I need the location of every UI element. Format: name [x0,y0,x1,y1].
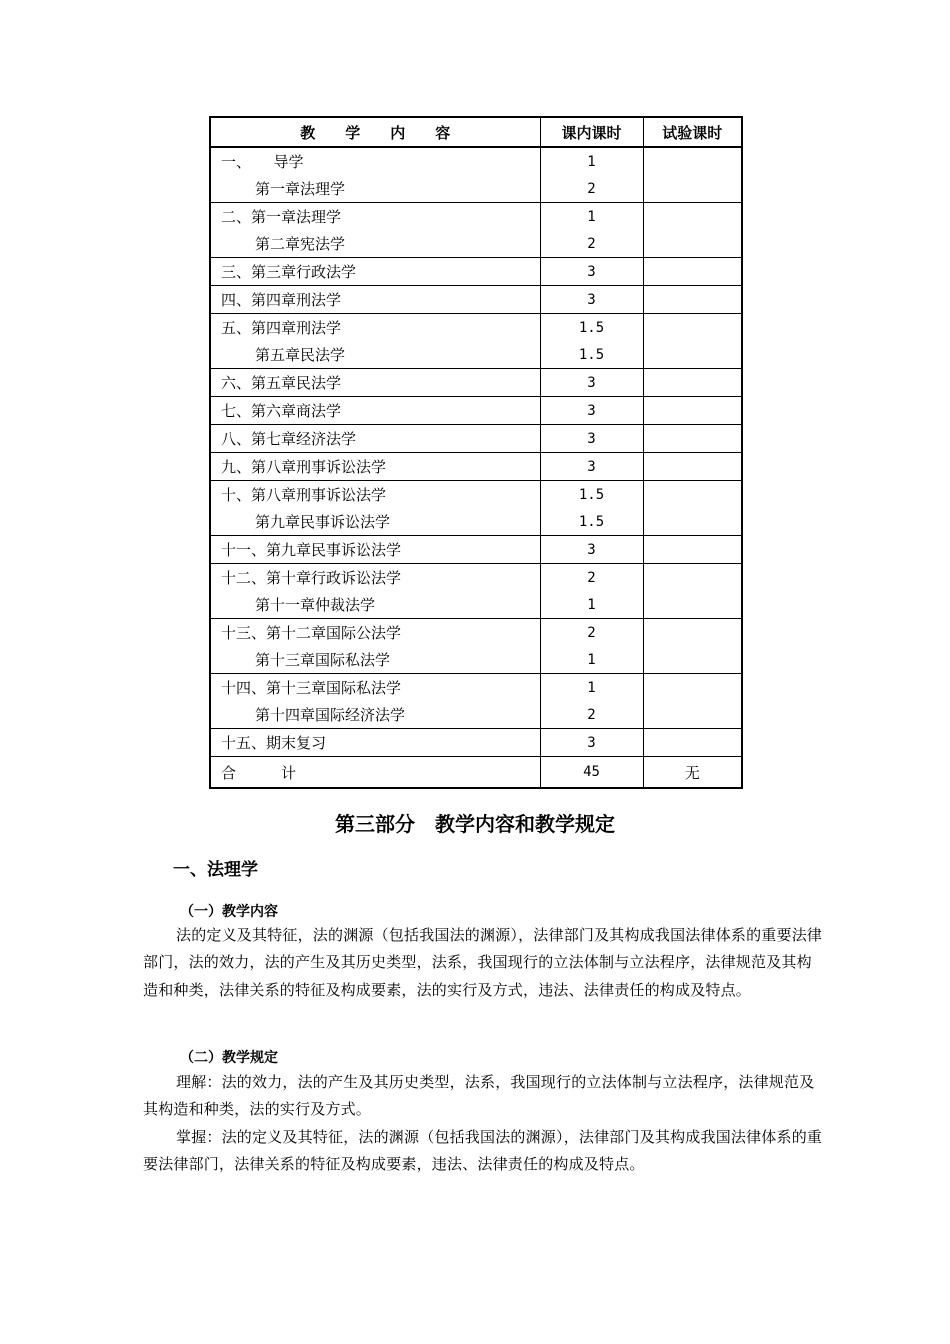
lesson-title: 第一章法理学 [251,208,342,226]
table-row [210,425,742,453]
table-row [210,619,742,647]
lesson-title-cell [210,646,540,674]
experiment-hours-cell [643,646,742,674]
class-hours-cell: 3 [540,258,643,286]
experiment-hours-cell [643,341,742,369]
content-paragraph: 法的定义及其特征，法的渊源（包括我国法的渊源），法律部门及其构成我国法律体系的重要法律部门，法的效力，法的产生及其历史类型，法系，我国现行的立法体制与立法程序，法律规范及其构造和种类，法律关系的特征及构成要素，法的实行及方式，违法、法律责任的构成及特点。 [143,926,823,999]
lesson-number: 七、 [221,402,252,420]
table-row [210,453,742,481]
table-row [210,646,742,674]
lesson-title-cell [210,175,540,203]
lesson-title-cell [210,230,540,258]
lesson-title: 第十一章仲裁法学 [255,596,376,614]
lesson-number: 十五、 [221,734,267,752]
experiment-hours-cell [643,258,742,286]
lesson-number: 九、 [221,458,252,476]
lesson-title-cell [210,619,540,647]
lesson-title-cell [210,701,540,729]
class-hours-cell: 2 [540,175,643,203]
class-hours-cell: 2 [540,564,643,592]
class-hours-cell: 1 [540,674,643,702]
table-row [210,314,742,342]
table-row [210,508,742,536]
sub-heading-requirements: （二）教学规定 [180,1050,278,1066]
experiment-hours-cell [643,314,742,342]
lesson-title: 期末复习 [266,734,327,752]
class-hours-cell: 2 [540,619,643,647]
lesson-number: 十三、 [221,624,267,642]
lesson-title-cell [210,314,540,342]
class-hours-cell: 1.5 [540,481,643,509]
lesson-title: 第三章行政法学 [251,263,357,281]
experiment-hours-cell [643,591,742,619]
experiment-hours-cell [643,230,742,258]
class-hours-cell: 3 [540,425,643,453]
table-row [210,536,742,564]
class-hours-cell: 3 [540,369,643,397]
lesson-number: 十一、 [221,541,267,559]
table-header-row [210,117,742,147]
lesson-title-cell [210,341,540,369]
table-row [210,701,742,729]
lesson-title: 导学 [243,153,304,171]
class-hours-cell: 1.5 [540,508,643,536]
lesson-title-cell [210,508,540,536]
lesson-number: 十、 [221,486,252,504]
table-total-row [210,757,742,789]
lesson-title: 第四章刑法学 [251,291,342,309]
lesson-title-cell [210,147,540,175]
total-experiment-hours: 无 [643,757,742,789]
header-class-hours: 课内课时 [540,117,643,147]
lesson-title: 第八章刑事诉讼法学 [251,458,387,476]
total-class-hours: 45 [540,757,643,789]
lesson-title: 第五章民法学 [255,346,346,364]
lesson-title: 第十三章国际私法学 [255,651,391,669]
lesson-title-cell [210,481,540,509]
table-body [210,147,742,788]
class-hours-cell: 3 [540,286,643,314]
table-row [210,591,742,619]
table-row [210,674,742,702]
experiment-hours-cell [643,508,742,536]
table-row [210,397,742,425]
class-hours-cell: 1 [540,646,643,674]
lesson-title-cell [210,564,540,592]
lesson-number: 二、 [221,208,252,226]
lesson-title: 第九章民事诉讼法学 [266,541,402,559]
table-row [210,564,742,592]
experiment-hours-cell [643,619,742,647]
lesson-number: 四、 [221,291,252,309]
table-row [210,203,742,231]
lesson-number: 十四、 [221,679,267,697]
class-hours-cell: 3 [540,397,643,425]
lesson-title-cell [210,369,540,397]
lesson-number: 五、 [221,319,252,337]
lesson-title: 第六章商法学 [251,402,342,420]
experiment-hours-cell [643,564,742,592]
experiment-hours-cell [643,729,742,757]
lesson-title: 第十三章国际私法学 [266,679,402,697]
sub-heading-content: （一）教学内容 [180,904,278,920]
table-row [210,729,742,757]
experiment-hours-cell [643,536,742,564]
table-row [210,175,742,203]
class-hours-cell: 3 [540,453,643,481]
master-paragraph: 掌握：法的定义及其特征，法的渊源（包括我国法的渊源），法律部门及其构成我国法律体系的重要法律部门，法律关系的特征及构成要素，违法、法律责任的构成及特点。 [143,1128,823,1174]
lesson-number: 一、 [221,153,244,171]
experiment-hours-cell [643,286,742,314]
class-hours-cell: 3 [540,729,643,757]
experiment-hours-cell [643,203,742,231]
lesson-number: 十二、 [221,569,267,587]
lesson-title-cell [210,453,540,481]
table-row [210,369,742,397]
lesson-title: 第七章经济法学 [251,430,357,448]
lesson-title: 第十四章国际经济法学 [255,706,406,724]
table-row [210,286,742,314]
lesson-title: 第十二章国际公法学 [266,624,402,642]
experiment-hours-cell [643,147,742,175]
class-hours-cell: 1 [540,203,643,231]
experiment-hours-cell [643,397,742,425]
course-hours-table [209,116,743,789]
lesson-title-cell [210,203,540,231]
experiment-hours-cell [643,425,742,453]
header-content: 教 学 内 容 [210,117,540,147]
experiment-hours-cell [643,481,742,509]
lesson-number: 六、 [221,374,252,392]
lesson-number: 三、 [221,263,252,281]
table-row [210,341,742,369]
lesson-number: 八、 [221,430,252,448]
lesson-title-cell [210,729,540,757]
total-label: 合 计 [210,757,540,789]
table-row [210,258,742,286]
lesson-title-cell [210,425,540,453]
lesson-title: 第九章民事诉讼法学 [255,513,391,531]
lesson-title-cell [210,674,540,702]
lesson-title-cell [210,536,540,564]
lesson-title: 第十章行政诉讼法学 [266,569,402,587]
part-heading: 第三部分 教学内容和教学规定 [335,812,615,836]
class-hours-cell: 1 [540,591,643,619]
class-hours-cell: 3 [540,536,643,564]
table-row [210,481,742,509]
understand-paragraph: 理解：法的效力，法的产生及其历史类型，法系，我国现行的立法体制与立法程序，法律规范及其构造和种类，法的实行及方式。 [143,1073,815,1119]
class-hours-cell: 1.5 [540,314,643,342]
lesson-title: 第五章民法学 [251,374,342,392]
table-row [210,230,742,258]
lesson-title-cell [210,397,540,425]
class-hours-cell: 2 [540,701,643,729]
header-experiment-hours: 试验课时 [643,117,742,147]
experiment-hours-cell [643,369,742,397]
class-hours-cell: 2 [540,230,643,258]
lesson-title: 第八章刑事诉讼法学 [251,486,387,504]
lesson-title: 第一章法理学 [255,180,346,198]
lesson-title-cell [210,286,540,314]
class-hours-cell: 1.5 [540,341,643,369]
experiment-hours-cell [643,453,742,481]
experiment-hours-cell [643,674,742,702]
table-row [210,147,742,175]
lesson-title-cell [210,258,540,286]
experiment-hours-cell [643,701,742,729]
lesson-title: 第二章宪法学 [255,235,346,253]
lesson-title: 第四章刑法学 [251,319,342,337]
lesson-title-cell [210,591,540,619]
section-heading: 一、法理学 [173,860,258,880]
experiment-hours-cell [643,175,742,203]
class-hours-cell: 1 [540,147,643,175]
